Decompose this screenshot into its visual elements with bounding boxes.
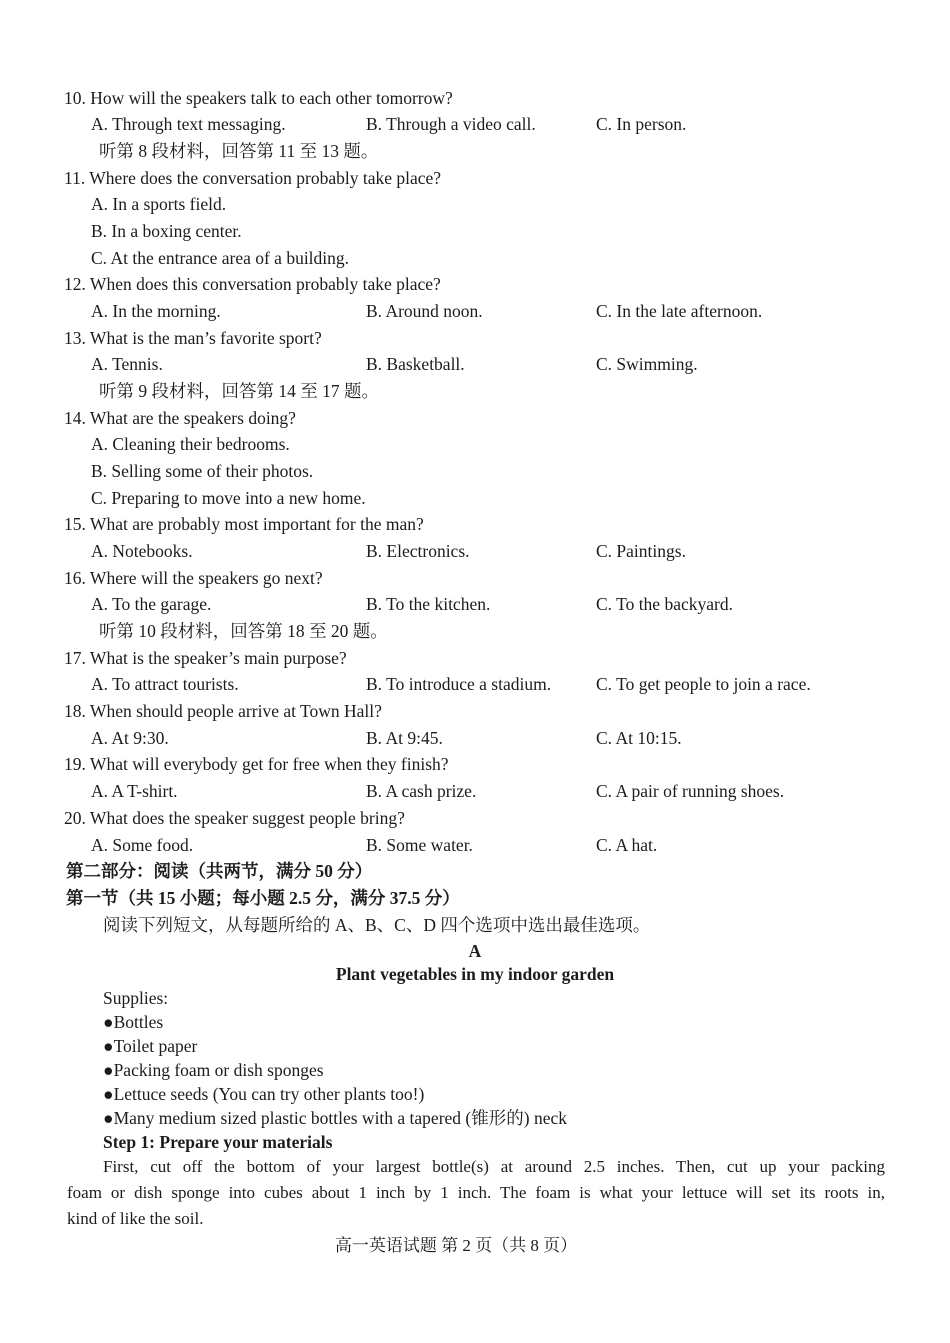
question-15-option-b: B. Electronics. (366, 541, 470, 562)
question-17-option-c: C. To get people to join a race. (596, 674, 811, 695)
question-19-options (0, 778, 950, 805)
passage-title: Plant vegetables in my indoor garden (335, 964, 615, 984)
question-15-options (0, 538, 950, 565)
question-18-option-b: B. At 9:45. (366, 727, 443, 748)
listening-instruction-9: 听第 9 段材料，回答第 14 至 17 题。 (99, 381, 379, 402)
question-20-stem: 20. What does the speaker suggest people bring? (64, 807, 405, 828)
question-19-stem: 19. What will everybody get for free when they finish? (64, 754, 449, 775)
step1-paragraph-line: kind of like the soil. (67, 1209, 204, 1228)
part2-heading: 第二部分：阅读（共两节，满分 50 分） (66, 861, 373, 882)
question-13-options (0, 351, 950, 378)
question-15-option-a: A. Notebooks. (91, 541, 193, 562)
question-10-option-b: B. Through a video call. (366, 114, 536, 135)
question-13-option-c: C. Swimming. (596, 354, 698, 375)
question-16-option-c: C. To the backyard. (596, 594, 733, 615)
question-11-option-c: C. At the entrance area of a building. (91, 247, 350, 268)
question-12-option-c: C. In the late afternoon. (596, 301, 763, 322)
question-18-option-c: C. At 10:15. (596, 727, 682, 748)
question-19-option-b: B. A cash prize. (366, 781, 477, 802)
reading-directions: 阅读下列短文，从每题所给的 A、B、C、D 四个选项中选出最佳选项。 (103, 914, 651, 935)
question-10-option-a: A. Through text messaging. (91, 114, 286, 135)
question-17-option-b: B. To introduce a stadium. (366, 674, 552, 695)
question-18-options (0, 725, 950, 752)
question-12-options (0, 298, 950, 325)
question-18-option-a: A. At 9:30. (91, 727, 169, 748)
listening-instruction-8: 听第 8 段材料，回答第 11 至 13 题。 (99, 141, 379, 162)
question-20-options (0, 832, 950, 859)
question-19-option-a: A. A T-shirt. (91, 781, 178, 802)
listening-instruction-10: 听第 10 段材料，回答第 18 至 20 题。 (99, 621, 388, 642)
question-10-options (0, 111, 950, 138)
listening-section (0, 85, 950, 965)
question-17-options (0, 671, 950, 698)
question-20-option-a: A. Some food. (91, 834, 194, 855)
question-19-option-c: C. A pair of running shoes. (596, 781, 785, 802)
question-17-option-a: A. To attract tourists. (91, 674, 239, 695)
question-20-option-c: C. A hat. (596, 834, 658, 855)
passage-label: A (468, 941, 482, 962)
question-15-option-c: C. Paintings. (596, 541, 686, 562)
question-14-option-c: C. Preparing to move into a new home. (91, 487, 366, 508)
question-14-stem: 14. What are the speakers doing? (64, 407, 296, 428)
supplies-item: ●Packing foam or dish sponges (103, 1060, 324, 1080)
question-13-option-b: B. Basketball. (366, 354, 465, 375)
question-16-option-b: B. To the kitchen. (366, 594, 491, 615)
question-12-option-a: A. In the morning. (91, 301, 221, 322)
question-16-option-a: A. To the garage. (91, 594, 212, 615)
question-14-option-a: A. Cleaning their bedrooms. (91, 434, 290, 455)
supplies-label: Supplies: (103, 988, 169, 1008)
question-20-option-b: B. Some water. (366, 834, 473, 855)
section1-heading: 第一节（共 15 小题；每小题 2.5 分，满分 37.5 分） (66, 887, 460, 908)
passage-a (0, 962, 950, 1232)
question-11-option-a: A. In a sports field. (91, 194, 227, 215)
question-10-stem: 10. How will the speakers talk to each other tomorrow? (64, 87, 453, 108)
question-10-option-c: C. In person. (596, 114, 687, 135)
question-15-stem: 15. What are probably most important for the man? (64, 514, 424, 535)
question-14-option-b: B. Selling some of their photos. (91, 461, 314, 482)
supplies-item: ●Toilet paper (103, 1036, 198, 1056)
question-11-stem: 11. Where does the conversation probably take place? (64, 167, 442, 188)
question-12-stem: 12. When does this conversation probably take place? (64, 274, 441, 295)
question-13-stem: 13. What is the man’s favorite sport? (64, 327, 322, 348)
question-18-stem: 18. When should people arrive at Town Hall? (64, 701, 382, 722)
page-footer: 高一英语试题 第 2 页（共 8 页） (334, 1236, 578, 1255)
supplies-item: ●Many medium sized plastic bottles with a tapered (锥形的) neck (103, 1108, 567, 1128)
question-16-stem: 16. Where will the speakers go next? (64, 567, 323, 588)
supplies-item: ●Lettuce seeds (You can try other plants too!) (103, 1084, 425, 1104)
question-13-option-a: A. Tennis. (91, 354, 163, 375)
question-16-options (0, 591, 950, 618)
question-11-option-b: B. In a boxing center. (91, 221, 242, 242)
question-12-option-b: B. Around noon. (366, 301, 483, 322)
step1-paragraph-line: First, cut off the bottom of your largest bottle(s) at around 2.5 inches. Then, cut up your packing (103, 1157, 885, 1176)
step1-paragraph-line: foam or dish sponge into cubes about 1 inch by 1 inch. The foam is what your lettuce will set its roots in, (67, 1183, 885, 1202)
question-17-stem: 17. What is the speaker’s main purpose? (64, 647, 347, 668)
step1-heading: Step 1: Prepare your materials (103, 1132, 333, 1152)
supplies-item: ●Bottles (103, 1012, 164, 1032)
